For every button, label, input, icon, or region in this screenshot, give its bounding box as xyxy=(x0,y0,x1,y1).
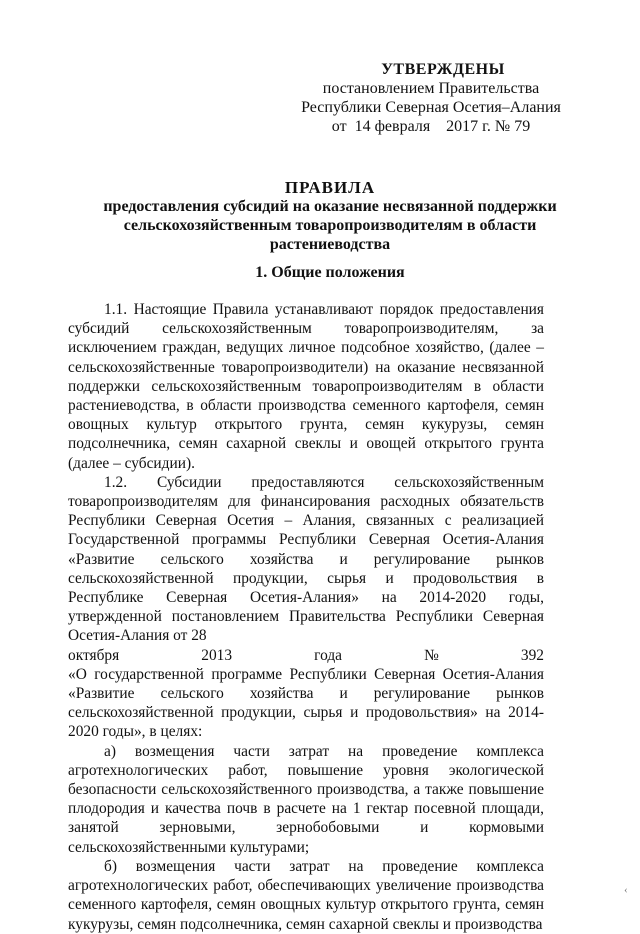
title-main: ПРАВИЛА xyxy=(284,178,376,197)
date-month: октября xyxy=(68,646,120,664)
resolution-number: 392 xyxy=(520,646,544,664)
paragraph-1-1: 1.1. Настоящие Правила устанавливают порядок предоставления субсидий сельскохозяйственным товаропроизводителям, за исключением граждан, ведущих личное подсобное хозяйство, (далее – сельскохозяйственные товаропроизводители) на оказание несвязанной поддержки сельскохозяйственным товаропроизводителям в области растениеводства, в области производства семенного картофеля, семян овощных культур открытого грунта, семян кукурузы, семян подсолнечника, семян сахарной свеклы и овощей открытого грунта (далее – субсидии). xyxy=(68,301,544,472)
approval-line-1: постановлением Правительства xyxy=(322,80,540,97)
approval-date: от 14 февраля 2017 г. № 79 xyxy=(331,118,531,135)
item-a: а) возмещения части затрат на проведение комплекса агротехнологических работ, повышение уровня экологической безопасности сельскохозяйственного производства, а также повышение плодородия и качества почв в расчете на 1 гектар посевной площади, занятой зерновыми, зернобобовыми и кормовыми сельскохозяйственными культурами; xyxy=(68,742,544,856)
title-sub-3: растениеводства xyxy=(269,236,391,253)
approval-line-2: Республики Северная Осетия–Алания xyxy=(301,99,561,116)
item-b: б) возмещения части затрат на проведение комплекса агротехнологических работ, обеспечивающих увеличение производства семенного картофеля, семян овощных культур открытого грунта, семян кукурузы, семян подсолнечника, семян сахарной свеклы и производства xyxy=(68,857,544,933)
title-sub-2: сельскохозяйственным товаропроизводителям в области xyxy=(123,217,537,234)
document-body xyxy=(68,300,544,934)
paragraph-1-2-date-row xyxy=(68,646,544,665)
document-title xyxy=(60,178,600,254)
date-year-word: года xyxy=(314,646,342,664)
title-sub-1: предоставления субсидий на оказание несвязанной поддержки xyxy=(103,198,557,215)
paragraph-1-2-continued: «О государственной программе Республики Северная Осетия-Алания «Развитие сельского хозяйства и регулирование рынков сельскохозяйственной продукции, сырья и продовольствия» на 2014-2020 годы», в целях: xyxy=(68,665,544,741)
section-heading: 1. Общие положения xyxy=(255,264,405,281)
paragraph-1-2: 1.2. Субсидии предоставляются сельскохозяйственным товаропроизводителям для финансирования расходных обязательств Республики Северная Осетия – Алания, связанных с реализацией Государственной программы Республики Северная Осетия-Алания «Развитие сельского хозяйства и регулирование рынков сельскохозяйственной продукции, сырья и продовольствия в Республике Северная Осетия-Алания» на 2014-2020 годы, утвержденной постановлением Правительства Республики Северная Осетия-Алания от 28 xyxy=(68,473,544,645)
approval-title: УТВЕРЖДЕНЫ xyxy=(381,61,505,78)
approval-block xyxy=(296,60,566,136)
scan-edge-mark: ‹ xyxy=(624,884,628,896)
date-year: 2013 xyxy=(201,646,233,664)
number-sign: № xyxy=(424,646,439,664)
